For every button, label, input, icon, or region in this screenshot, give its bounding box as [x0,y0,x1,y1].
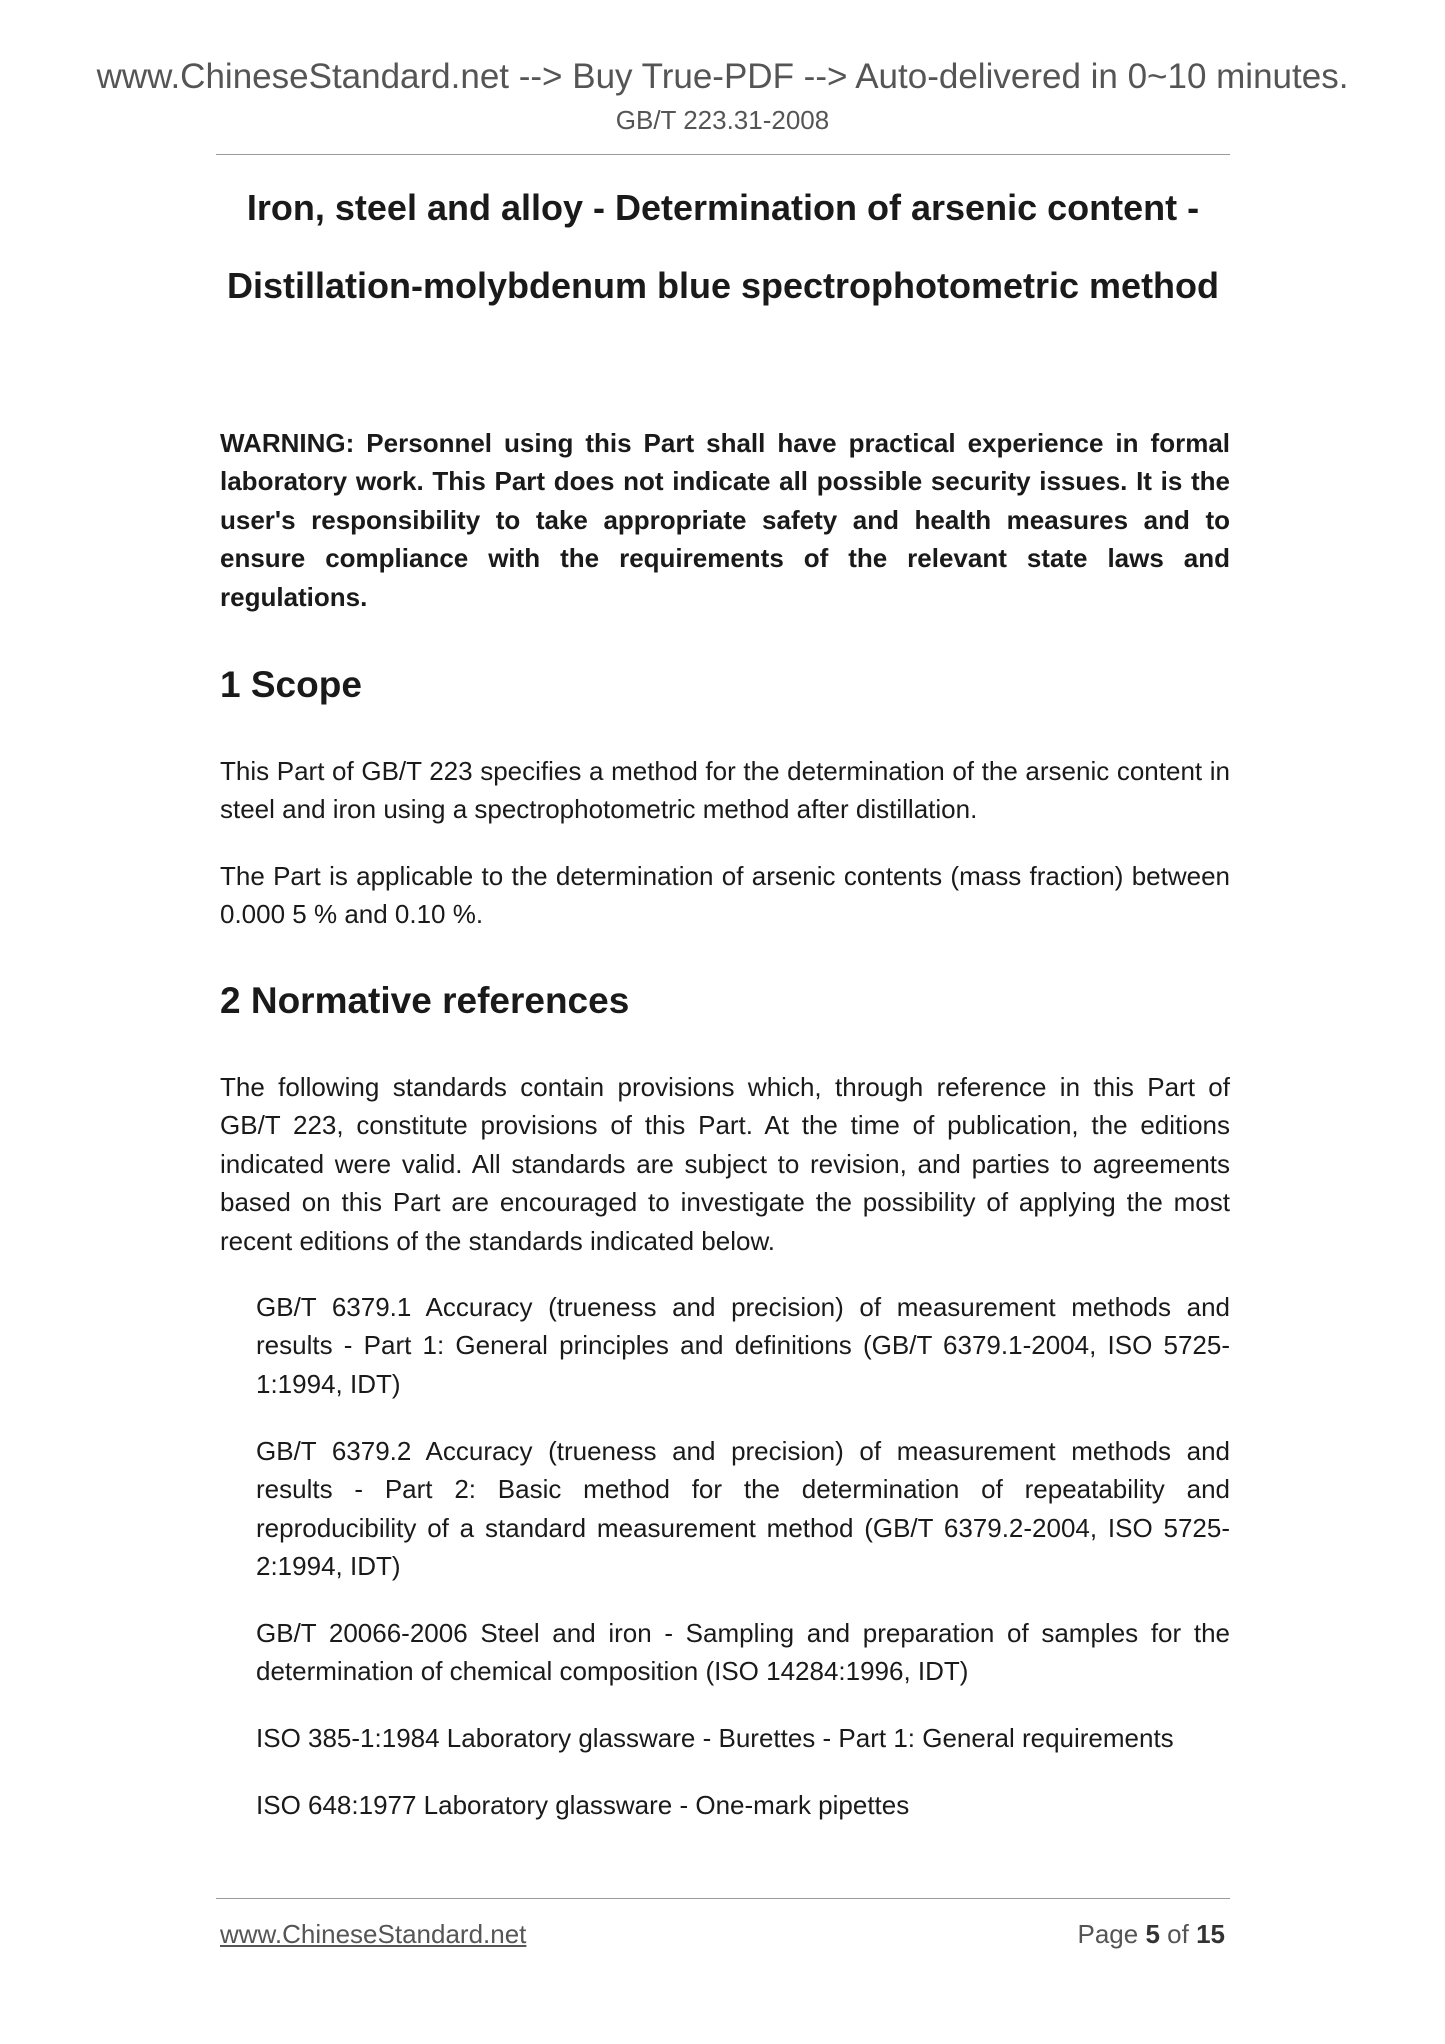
footer-divider [216,1898,1230,1899]
standard-code: GB/T 223.31-2008 [615,105,830,135]
page-number [1077,1918,1225,1950]
header-divider [216,154,1230,155]
footer-website-link[interactable]: www.ChineseStandard.net [220,1919,527,1949]
page-label: Page [1077,1919,1139,1949]
warning-notice: WARNING: Personnel using this Part shall have practical experience in formal laboratory work. This Part does not indicate all possible security issues. It is the user's responsibility to take appropriate safety and health measures and to ensure compliance with the requirements of the relevant state laws and regulations. [220,428,1230,612]
reference-item: ISO 648:1977 Laboratory glassware - One-mark pipettes [256,1790,910,1820]
document-title-line-2: Distillation-molybdenum blue spectrophotometric method [226,265,1220,306]
scope-paragraph-1: This Part of GB/T 223 specifies a method for the determination of the arsenic content in steel and iron using a spectrophotometric method after distillation. [220,756,1230,825]
normative-references-intro: The following standards contain provisions which, through reference in this Part of GB/T 223, constitute provisions of this Part. At the time of publication, the editions indicated were valid. All standards are subject to revision, and parties to agreements based on this Part are encouraged to investigate the possibility of applying the most recent editions of the standards indicated below. [220,1072,1230,1256]
reference-item: GB/T 20066-2006 Steel and iron - Sampling and preparation of samples for the determination of chemical composition (ISO 14284:1996, IDT) [256,1618,1230,1687]
reference-item: GB/T 6379.2 Accuracy (trueness and precision) of measurement methods and results - Part 2: Basic method for the determination of repeatability and reproducibility of a standard measurement method (GB/T 6379.2-2004, ISO 5725-2:1994, IDT) [256,1436,1230,1582]
current-page: 5 [1145,1919,1160,1949]
section-heading-scope: 1 Scope [220,664,362,705]
page-of-label: of [1167,1919,1189,1949]
reference-item: GB/T 6379.1 Accuracy (trueness and precision) of measurement methods and results - Part 1: General principles and definitions (GB/T 6379.1-2004, ISO 5725-1:1994, IDT) [256,1292,1230,1399]
reference-item: ISO 385-1:1984 Laboratory glassware - Burettes - Part 1: General requirements [256,1723,1174,1753]
total-pages: 15 [1196,1919,1225,1949]
section-heading-normative-references: 2 Normative references [220,980,630,1021]
scope-paragraph-2: The Part is applicable to the determination of arsenic contents (mass fraction) between 0.000 5 % and 0.10 %. [220,861,1230,930]
header-banner[interactable]: www.ChineseStandard.net --> Buy True-PDF --> Auto-delivered in 0~10 minutes. [96,57,1349,96]
document-title-line-1: Iron, steel and alloy - Determination of arsenic content - [246,187,1200,228]
